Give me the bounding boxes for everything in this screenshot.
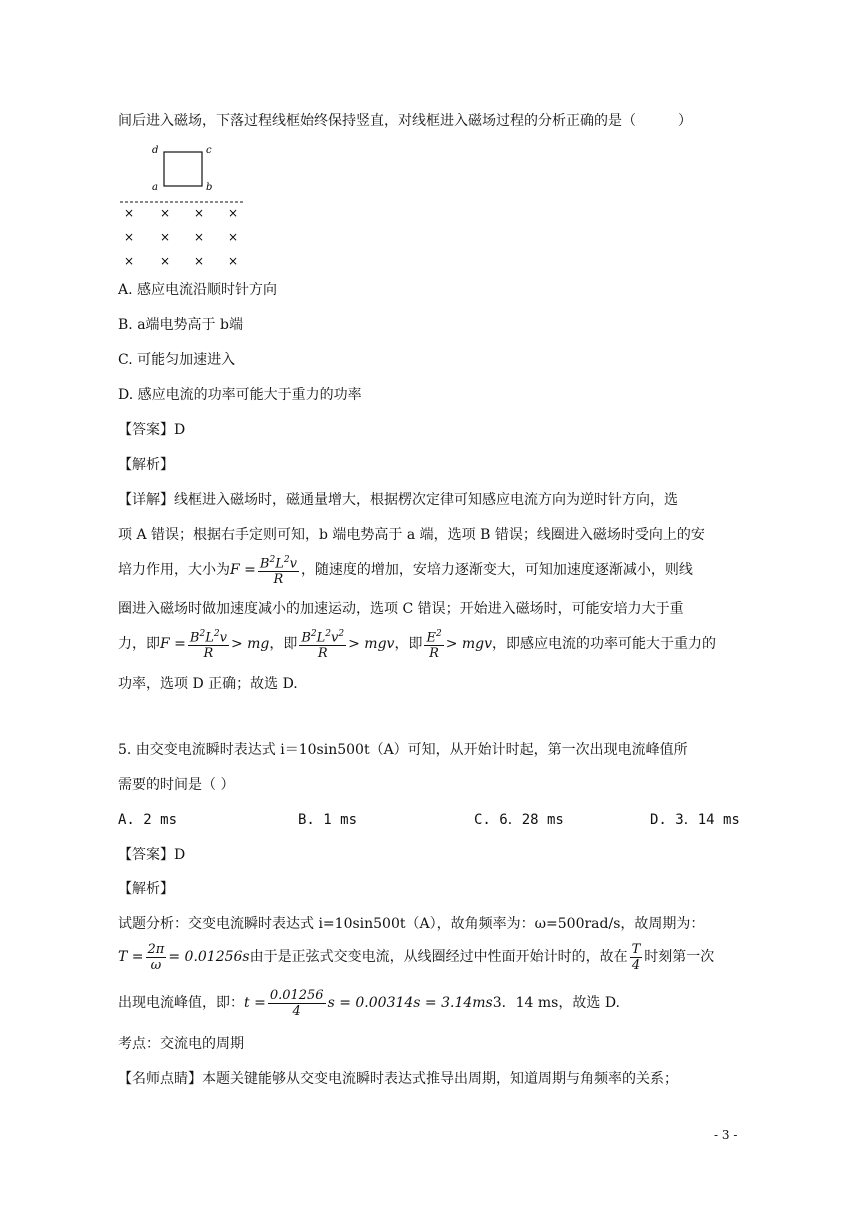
q4-detail-line-4: 圈进入磁场时做加速度减小的加速运动，选项 C 错误；开始进入磁场时，可能安培力大于重 [118, 601, 684, 617]
detail-l5-mid1: ，即 [269, 636, 298, 653]
q5-analysis-line-4: 考点：交流电的周期 [118, 1036, 244, 1052]
fraction-e2-r: $\frac{E^2}{R}$ [426, 629, 442, 662]
svg-text:×: × [124, 206, 135, 220]
svg-text:×: × [228, 230, 239, 244]
coil-field-figure [118, 138, 258, 268]
svg-text:×: × [194, 230, 205, 244]
q4-detail-line-3 [118, 553, 693, 587]
detail-l5-pre: 力，即 [118, 636, 160, 653]
q5-analysis-heading: 【解析】 [118, 881, 174, 897]
q5-analysis-line-2: T = $\frac{2\pi}{\omega}$ = 0.01256s由于是正弦式交变电流，从线圈经过中性面开始计时的，故在 $\frac{T}{4}$ 时刻第一次 [118, 941, 715, 973]
q4-option-d: D. 感应电流的功率可能大于重力的功率 [118, 387, 362, 403]
q5-answer: 【答案】D [118, 847, 186, 863]
svg-text:×: × [228, 254, 239, 268]
q5-option-b: B. 1 ms [298, 812, 358, 828]
q4-analysis-heading: 【解析】 [118, 457, 174, 473]
fraction-period-quarter: $\frac{0.01256}{4}$ [269, 987, 324, 1019]
svg-text:×: × [160, 254, 171, 268]
q4-detail-line-2: 项 A 错误；根据右手定则可知，b 端电势高于 a 端，选项 B 错误；线圈进入磁场时受向上的安 [118, 527, 705, 543]
detail-l3-pre: 培力作用，大小为 [118, 562, 230, 579]
field-crosses [124, 206, 238, 268]
svg-text:×: × [160, 230, 171, 244]
analysis-l3-pre: 出现电流峰值，即： [118, 995, 244, 1011]
q4-detail-line-1: 【详解】线框进入磁场时，磁通量增大，根据楞次定律可知感应电流方向为逆时针方向，选 [118, 492, 678, 508]
q5-option-c: C. 6．28 ms [474, 812, 564, 828]
q5-option-d: D. 3．14 ms [650, 812, 740, 828]
label-d: d [152, 145, 159, 156]
q5-stem-line-1: 5. 由交变电流瞬时表达式 i＝10sin500t（A）可知，从开始计时起，第一次出现电流峰值所 [118, 742, 688, 758]
svg-text:×: × [194, 254, 205, 268]
label-a: a [152, 182, 158, 193]
fraction-2pi-omega: $\frac{2\pi}{\omega}$ [147, 941, 165, 973]
svg-text:×: × [160, 206, 171, 220]
q4-stem-tail: 间后进入磁场，下落过程线框始终保持竖直，对线框进入磁场过程的分析正确的是（ ） [118, 113, 692, 129]
q5-analysis-line-3: 出现电流峰值，即：t = $\frac{0.01256}{4}$ s = 0.00314s = 3.14ms3．14 ms，故选 D. [118, 987, 620, 1019]
coil-frame [164, 152, 202, 186]
q4-option-c: C. 可能匀加速进入 [118, 352, 236, 368]
q4-option-a: A. 感应电流沿顺时针方向 [118, 282, 278, 298]
formula-1: F = [160, 636, 186, 653]
q5-analysis-line-5: 【名师点睛】本题关键能够从交变电流瞬时表达式推导出周期，知道周期与角频率的关系； [118, 1071, 678, 1087]
svg-text:×: × [124, 230, 135, 244]
formula-period: T = [118, 949, 144, 965]
analysis-l2-tail: 时刻第一次 [644, 949, 715, 965]
label-c: c [206, 145, 212, 156]
q4-option-b: B. a端电势高于 b端 [118, 317, 243, 333]
fraction-ampere-force: $\frac{B^2L^2v}{R}$ [259, 555, 297, 588]
detail-l3-post: ，随速度的增加，安培力逐渐变大，可知加速度逐渐减小，则线 [300, 562, 693, 579]
page-number: - 3 - [714, 1128, 738, 1142]
label-b: b [206, 182, 213, 193]
detail-l5-post: ，即感应电流的功率可能大于重力的 [492, 636, 717, 653]
analysis-l3-post: 3．14 ms，故选 D. [492, 995, 620, 1011]
svg-text:×: × [194, 206, 205, 220]
svg-text:×: × [124, 254, 135, 268]
formula-f-eq: F = [230, 562, 256, 579]
q4-detail-line-6: 功率，选项 D 正确；故选 D. [118, 676, 298, 692]
q5-analysis-line-1: 试题分析：交变电流瞬时表达式 i=10sin500t（A），故角频率为：ω=500rad/s，故周期为： [118, 916, 705, 932]
analysis-l2-post: 由于是正弦式交变电流，从线圈经过中性面开始计时的，故在 [249, 949, 628, 965]
fraction-power: $\frac{B^2L^2v^2}{R}$ [301, 629, 345, 662]
q4-detail-line-5: 力，即F = $\frac{B^2L^2v}{R}$ > mg，即 $\frac{B^2L^2v^2}{R}$ > mgv，即 $\frac{E^2}{R}$ > mgv，即感应电流的功率可能大于重力的 [118, 629, 717, 662]
detail-l5-mid2: ，即 [394, 636, 423, 653]
fraction-t-4: $\frac{T}{4}$ [631, 941, 641, 973]
svg-text:×: × [228, 206, 239, 220]
q5-option-a: A. 2 ms [118, 812, 178, 828]
q4-answer: 【答案】D [118, 422, 186, 438]
fraction-force: $\frac{B^2L^2v}{R}$ [189, 629, 227, 662]
q5-stem-line-2: 需要的时间是（ ） [118, 777, 235, 793]
